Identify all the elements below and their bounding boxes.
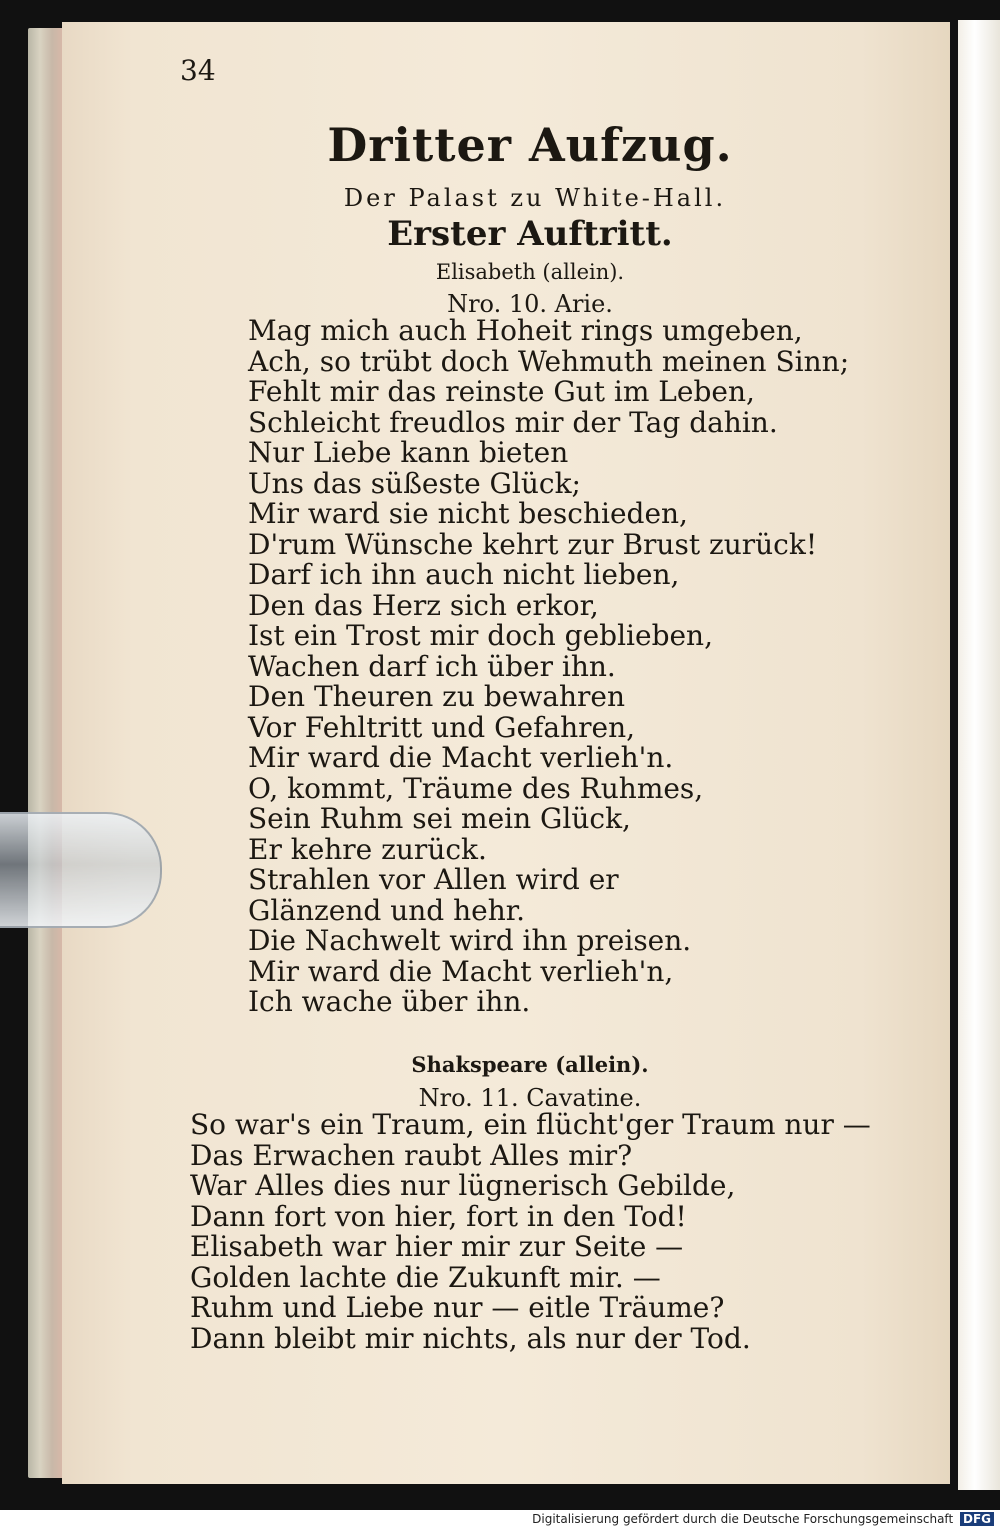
verse-line: Die Nachwelt wird ihn preisen.: [248, 924, 692, 957]
verse-line: Ruhm und Liebe nur — eitle Träume?: [190, 1291, 725, 1324]
verse-block-cavatine: [190, 1110, 871, 1354]
verse-line: Den das Herz sich erkor,: [248, 588, 599, 622]
verse-line: Mir ward die Macht verlieh'n,: [248, 954, 674, 988]
verse-line: Er kehre zurück.: [248, 832, 487, 866]
verse-line: Fehlt mir das reinste Gut im Leben,: [248, 375, 755, 408]
verse-line: Dann bleibt mir nichts, als nur der Tod.: [190, 1321, 751, 1355]
verse-line: So war's ein Traum, ein flücht'ger Traum nur —: [190, 1108, 871, 1141]
verse-block-arie: [248, 316, 849, 1018]
credit-text: Digitalisierung gefördert durch die Deutsche Forschungsgemeinschaft: [532, 1512, 954, 1526]
verse-line: Ich wache über ihn.: [248, 985, 531, 1018]
verse-line: Uns das süßeste Glück;: [248, 466, 581, 500]
verse-line: D'rum Wünsche kehrt zur Brust zurück!: [248, 527, 818, 561]
verse-line: Wachen darf ich über ihn.: [248, 649, 616, 683]
number-arie: Nro. 10. Arie.: [447, 290, 613, 318]
verse-line: Ist ein Trost mir doch geblieben,: [248, 619, 713, 652]
verse-line: Nur Liebe kann bieten: [248, 436, 569, 469]
number-cavatine: Nro. 11. Cavatine.: [418, 1084, 642, 1112]
digitization-credit: [532, 1512, 994, 1526]
verse-line: Golden lachte die Zukunft mir. —: [190, 1260, 661, 1294]
character-shakspeare: Shakspeare (allein).: [411, 1052, 649, 1077]
verse-line: Vor Fehltritt und Gefahren,: [248, 710, 636, 744]
verse-line: Den Theuren zu bewahren: [248, 680, 626, 713]
verse-line: Sein Ruhm sei mein Glück,: [248, 802, 631, 835]
verse-line: Dann fort von hier, fort in den Tod!: [190, 1199, 687, 1233]
verse-line: Darf ich ihn auch nicht lieben,: [248, 558, 680, 591]
page-clip: [0, 812, 162, 928]
scene-heading: Erster Auftritt.: [387, 214, 673, 254]
dfg-logo: DFG: [960, 1512, 994, 1526]
verse-line: Glänzend und hehr.: [248, 893, 525, 927]
verse-line: War Alles dies nur lügnerisch Gebilde,: [190, 1169, 736, 1202]
verse-line: Strahlen vor Allen wird er: [248, 863, 619, 896]
character-elisabeth: Elisabeth (allein).: [435, 260, 625, 284]
verse-line: Mir ward die Macht verlieh'n.: [248, 741, 674, 774]
verse-line: Elisabeth war hier mir zur Seite —: [190, 1230, 684, 1263]
verse-line: Schleicht freudlos mir der Tag dahin.: [248, 405, 778, 439]
setting-line: Der Palast zu White-Hall.: [343, 184, 727, 212]
verse-line: Mir ward sie nicht beschieden,: [248, 497, 688, 530]
verse-line: Mag mich auch Hoheit rings umgeben,: [248, 314, 803, 347]
verse-line: Ach, so trübt doch Wehmuth meinen Sinn;: [248, 344, 850, 378]
verse-line: Das Erwachen raubt Alles mir?: [190, 1138, 633, 1172]
verse-line: O, kommt, Träume des Ruhmes,: [248, 771, 704, 805]
act-heading: Dritter Aufzug.: [327, 118, 733, 172]
page-number: 34: [180, 54, 216, 87]
